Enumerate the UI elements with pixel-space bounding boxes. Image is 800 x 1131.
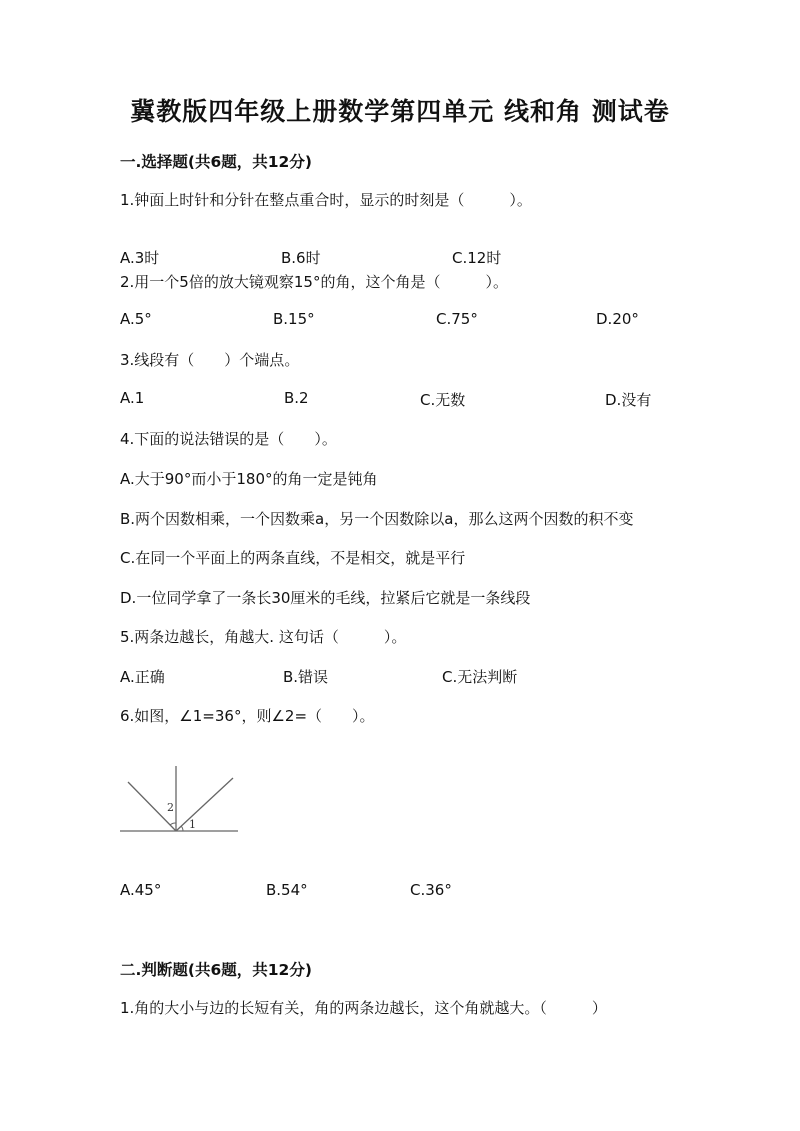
- q2-option-d: D.20°: [596, 310, 639, 328]
- question-5: 5.两条边越长，角越大. 这句话（ ）。: [120, 628, 407, 646]
- q1-option-b: B.6时: [281, 249, 321, 267]
- figure-label-1: 1: [189, 818, 196, 831]
- q3-option-b: B.2: [284, 389, 309, 407]
- q3-option-a: A.1: [120, 389, 145, 407]
- figure-right-ray: [176, 778, 233, 831]
- tf-question-1: 1.角的大小与边的长短有关，角的两条边越长，这个角就越大。（ ）: [120, 999, 607, 1017]
- q1-option-a: A.3时: [120, 249, 160, 267]
- figure-label-2: 2: [167, 801, 174, 814]
- q2-option-b: B.15°: [273, 310, 315, 328]
- q4-option-b: B.两个因数相乘，一个因数乘a，另一个因数除以a，那么这两个因数的积不变: [120, 510, 634, 528]
- q6-option-c: C.36°: [410, 881, 452, 899]
- figure-angle2-arc: [170, 823, 176, 825]
- question-3: 3.线段有（ ）个端点。: [120, 351, 300, 369]
- q6-option-b: B.54°: [266, 881, 308, 899]
- q3-option-d: D.没有: [605, 391, 652, 409]
- q6-option-a: A.45°: [120, 881, 162, 899]
- section-heading-true-false: 二.判断题(共6题，共12分): [120, 961, 312, 979]
- q5-option-b: B.错误: [283, 668, 329, 686]
- angle-figure: [120, 764, 238, 836]
- question-4: 4.下面的说法错误的是（ ）。: [120, 430, 337, 448]
- q1-option-c: C.12时: [452, 249, 502, 267]
- q3-option-c: C.无数: [420, 391, 466, 409]
- q5-option-a: A.正确: [120, 668, 165, 686]
- section-heading-choice: 一.选择题(共6题，共12分): [120, 153, 312, 171]
- question-1: 1.钟面上时针和分针在整点重合时，显示的时刻是（ ）。: [120, 191, 532, 209]
- page-title: 冀教版四年级上册数学第四单元 线和角 测试卷: [130, 97, 670, 126]
- q4-option-d: D.一位同学拿了一条长30厘米的毛线，拉紧后它就是一条线段: [120, 589, 531, 607]
- q2-option-c: C.75°: [436, 310, 478, 328]
- q2-option-a: A.5°: [120, 310, 152, 328]
- q5-option-c: C.无法判断: [442, 668, 518, 686]
- figure-angle1-arc: [181, 826, 183, 831]
- question-6: 6.如图，∠1=36°，则∠2=（ ）。: [120, 707, 375, 725]
- q4-option-a: A.大于90°而小于180°的角一定是钝角: [120, 470, 378, 488]
- question-2: 2.用一个5倍的放大镜观察15°的角，这个角是（ ）。: [120, 273, 508, 291]
- q4-option-c: C.在同一个平面上的两条直线，不是相交，就是平行: [120, 549, 466, 567]
